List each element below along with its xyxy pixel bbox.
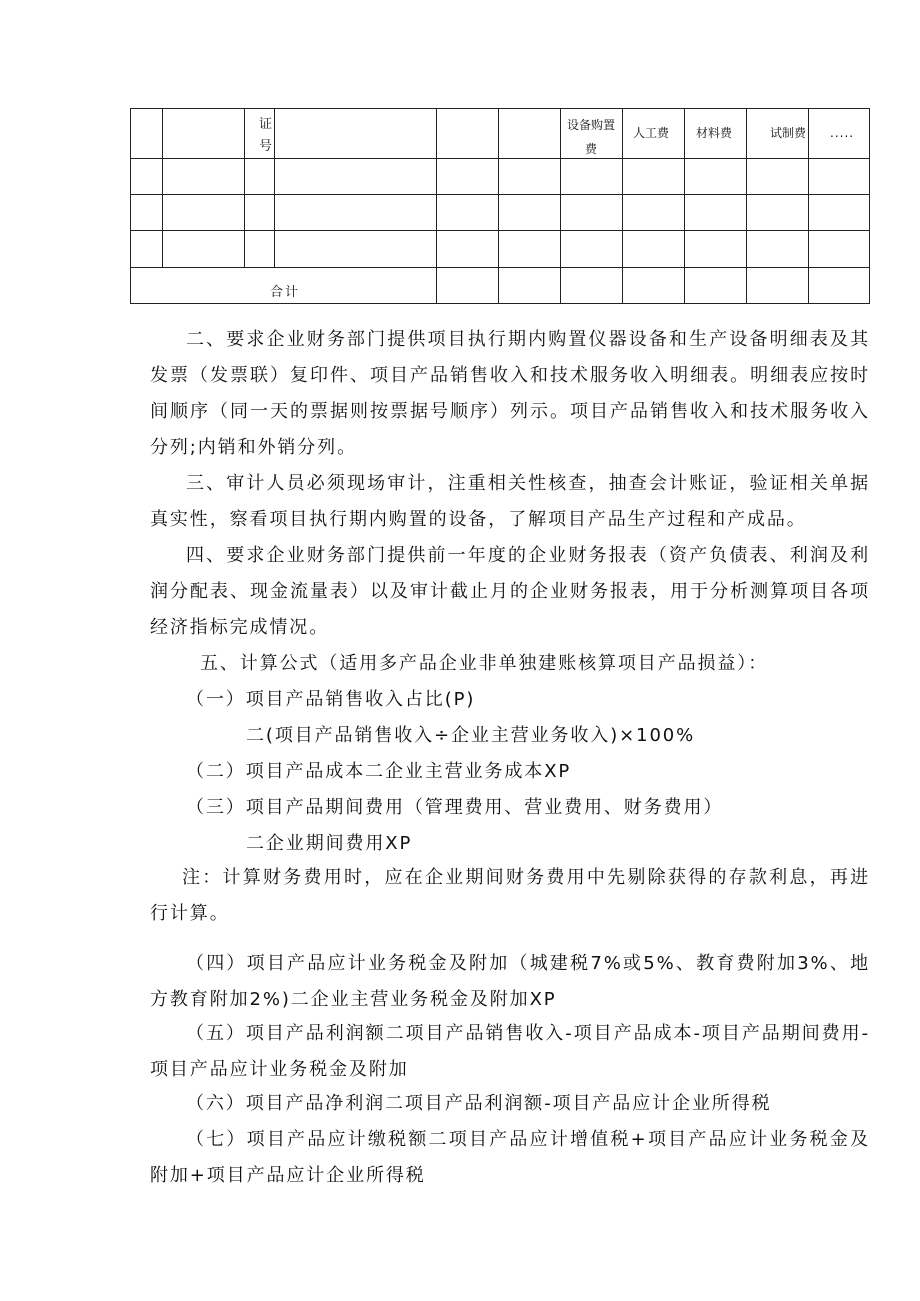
formula-1: （一）项目产品销售收入占比(P) <box>186 689 476 710</box>
table-col-line <box>560 108 561 304</box>
table-col-line <box>274 108 275 267</box>
header-more: ..... <box>830 126 855 140</box>
table-row-line <box>130 194 870 195</box>
header-equipment-bottom: 费 <box>585 142 598 156</box>
formula-1-body: 二(项目产品销售收入÷企业主营业务收入)×100% <box>246 725 696 746</box>
paragraph-4: 四、要求企业财务部门提供前一年度的企业财务报表（资产负债表、利润及利润分配表、现金流量表）以及审计截止月的企业财务报表，用于分析测算项目各项经济指标完成情况。 <box>150 545 870 638</box>
formula-4: （四）项目产品应计业务税金及附加（城建税7%或5%、教育费附加3%、地方教育附加2%)二企业主营业务税金及附加XP <box>150 953 870 1010</box>
table-col-line <box>244 108 245 267</box>
paragraph-2: 二、要求企业财务部门提供项目执行期内购置仪器设备和生产设备明细表及其发票（发票联）复印件、项目产品销售收入和技术服务收入明细表。明细表应按时间顺序（同一天的票据则按票据号顺序）列示。项目产品销售收入和技术服务收入分列;内销和外销分列。 <box>150 329 870 458</box>
table-col-line <box>162 108 163 267</box>
formula-6: （六）项目产品净利润二项目产品利润额-项目产品应计企业所得税 <box>186 1093 772 1114</box>
table-col-line <box>684 108 685 304</box>
formula-3-body: 二企业期间费用XP <box>246 833 413 854</box>
header-material: 材料费 <box>696 126 733 140</box>
paragraph-3: 三、审计人员必须现场审计，注重相关性核查，抽查会计账证，验证相关单据真实性，察看项目执行期内购置的设备，了解项目产品生产过程和产成品。 <box>150 473 870 530</box>
formula-2: （二）项目产品成本二企业主营业务成本XP <box>186 761 572 782</box>
table-col-line <box>622 108 623 304</box>
table-border-right <box>869 108 870 304</box>
header-col3-bottom: 号 <box>259 139 273 154</box>
header-equipment-top: 设备购置 <box>567 118 616 132</box>
header-col3-top: 证 <box>259 117 273 132</box>
note-paragraph: 注：计算财务费用时，应在企业期间财务费用中先剔除获得的存款利息，再进行计算。 <box>150 867 870 924</box>
table-col-line <box>746 108 747 304</box>
paragraph-5-heading: 五、计算公式（适用多产品企业非单独建账核算项目产品损益）： <box>200 653 769 674</box>
total-label: 合计 <box>270 285 301 300</box>
table-row-line <box>130 158 870 159</box>
table-row-line <box>130 230 870 231</box>
table-border-bottom <box>130 303 870 304</box>
expense-table <box>130 108 870 304</box>
formula-7: （七）项目产品应计缴税额二项目产品应计增值税+项目产品应计业务税金及附加+项目产品应计企业所得税 <box>150 1129 870 1186</box>
formula-3: （三）项目产品期间费用（管理费用、营业费用、财务费用） <box>186 797 724 818</box>
header-trial: 试制费 <box>770 126 807 140</box>
table-col-line <box>498 108 499 304</box>
table-col-line <box>436 108 437 304</box>
table-border-left <box>130 108 131 304</box>
header-labor: 人工费 <box>633 126 670 140</box>
table-col-line <box>808 108 809 304</box>
table-border-top <box>130 108 870 109</box>
table-row-line <box>130 267 870 268</box>
formula-5: （五）项目产品利润额二项目产品销售收入-项目产品成本-项目产品期间费用-项目产品应计业务税金及附加 <box>150 1023 870 1080</box>
